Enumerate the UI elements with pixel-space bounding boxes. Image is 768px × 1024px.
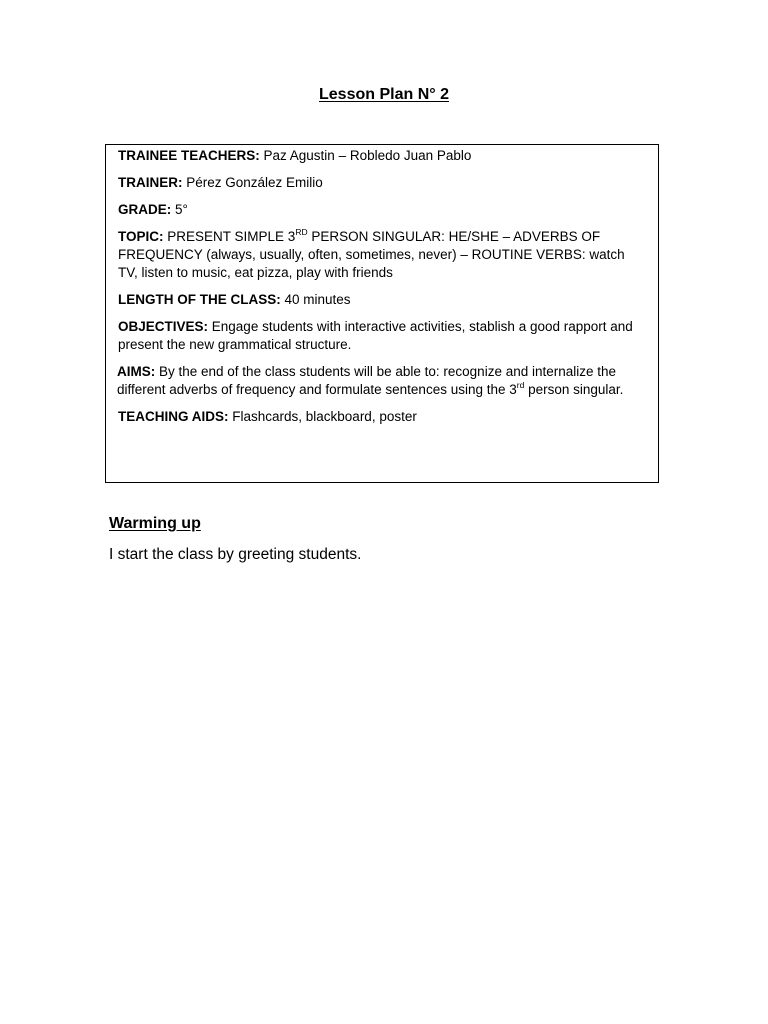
teaching-aids-label: TEACHING AIDS:: [118, 409, 229, 424]
trainee-teachers-value: Paz Agustin – Robledo Juan Pablo: [259, 148, 472, 163]
topic-ordinal-suffix: RD: [295, 226, 308, 237]
topic-value-start: PRESENT SIMPLE 3: [163, 229, 296, 244]
aims-value-start: By the end of the class students will be able to: recognize and internalize the different adverbs of frequency and formulate sentences using the 3: [117, 364, 617, 397]
aims-ordinal-suffix: rd: [516, 379, 525, 390]
objectives-row: [118, 318, 647, 354]
grade-row: [118, 201, 647, 219]
objectives-value: Engage students with interactive activities, stablish a good rapport and present the new grammatical structure.: [118, 319, 633, 352]
warming-up-text: I start the class by greeting students.: [109, 546, 362, 563]
aims-row: [117, 363, 647, 399]
lesson-info-box: [105, 144, 659, 483]
trainee-teachers-row: [118, 147, 647, 165]
objectives-label: OBJECTIVES:: [118, 319, 209, 334]
topic-value-end: PERSON SINGULAR: HE/SHE – ADVERBS OF FREQUENCY (always, usually, often, sometimes, never) – ROUTINE VERBS: watch TV, listen to music, eat pizza, play with friends: [118, 229, 625, 280]
length-label: LENGTH OF THE CLASS:: [118, 292, 281, 307]
trainer-row: [118, 174, 647, 192]
teaching-aids-row: [118, 408, 647, 426]
trainer-value: Pérez González Emilio: [182, 175, 323, 190]
aims-label: AIMS:: [117, 364, 156, 379]
length-value: 40 minutes: [280, 292, 351, 307]
trainee-teachers-label: TRAINEE TEACHERS:: [118, 148, 260, 163]
grade-value: 5°: [171, 202, 188, 217]
trainer-label: TRAINER:: [118, 175, 183, 190]
page-title: Lesson Plan N° 2: [319, 86, 449, 103]
warming-up-heading: Warming up: [109, 515, 201, 532]
topic-label: TOPIC:: [118, 229, 164, 244]
aims-value-end: person singular.: [524, 382, 624, 397]
length-row: [118, 291, 647, 309]
grade-label: GRADE:: [118, 202, 172, 217]
topic-row: [118, 228, 647, 282]
teaching-aids-value: Flashcards, blackboard, poster: [228, 409, 417, 424]
